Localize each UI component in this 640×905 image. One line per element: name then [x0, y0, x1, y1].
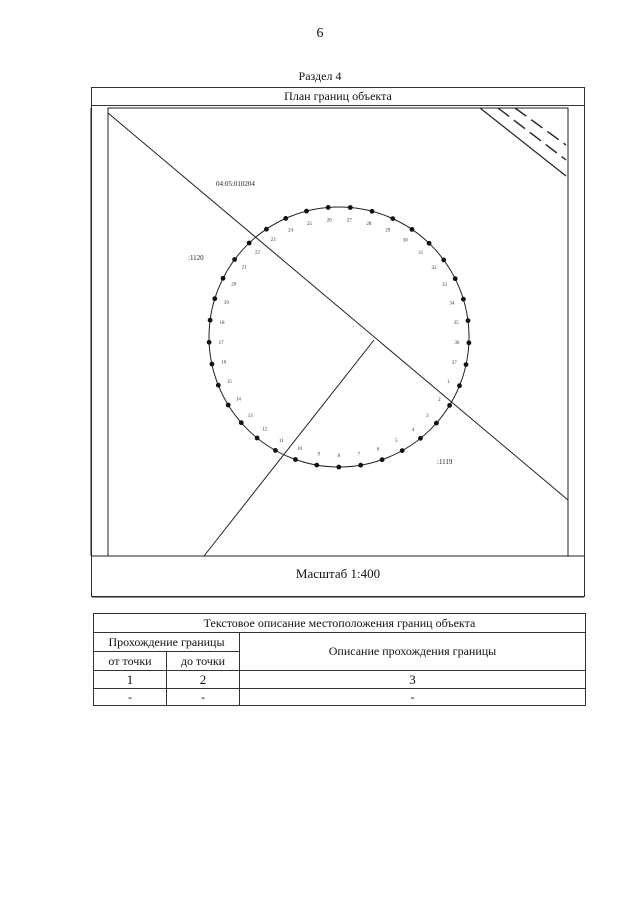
boundary-point-label: 34: [449, 301, 455, 307]
page-number: 6: [316, 26, 324, 41]
boundary-point-marker: [273, 448, 278, 453]
boundary-point-label: 3: [426, 414, 429, 420]
boundary-point-marker: [336, 465, 341, 470]
boundary-point-marker: [447, 403, 452, 408]
boundary-point-label: 27: [346, 218, 352, 224]
table-col-desc-header: Описание прохождения границы: [240, 633, 586, 671]
boundary-point-label: 37: [451, 361, 457, 367]
boundary-point-marker: [239, 420, 244, 425]
boundary-point-label: 30: [402, 238, 408, 244]
boundary-point-marker: [216, 383, 221, 388]
boundary-point-marker: [232, 257, 237, 262]
boundary-point-marker: [207, 340, 212, 345]
boundary-point-label: 22: [255, 250, 260, 256]
section-title: Раздел 4: [298, 69, 342, 83]
boundary-point-label: 33: [442, 283, 447, 289]
boundary-point-marker: [400, 448, 405, 453]
boundary-point-label: 29: [385, 228, 391, 234]
boundary-point-label: 16: [221, 360, 227, 366]
object-boundary-circle: [209, 207, 469, 467]
plan-title: План границ объекта: [284, 89, 392, 103]
boundary-point-marker: [461, 297, 466, 302]
boundary-point-label: 25: [307, 221, 312, 227]
boundary-point-label: 20: [231, 282, 237, 288]
boundary-line-branch: [204, 340, 374, 556]
boundary-point-marker: [380, 457, 385, 462]
boundary-point-marker: [410, 227, 415, 232]
boundary-point-label: 8: [337, 454, 341, 459]
boundary-point-label: 7: [357, 452, 360, 458]
boundary-point-label: 5: [395, 439, 398, 445]
boundary-point-marker: [283, 216, 288, 221]
boundary-point-marker: [314, 463, 319, 468]
table-col-number: 3: [240, 671, 586, 689]
boundary-points: [207, 205, 472, 469]
corner-hatch-line-1: [480, 108, 566, 176]
boundary-point-marker: [427, 241, 432, 246]
boundary-point-marker: [348, 205, 353, 210]
boundary-point-marker: [293, 457, 298, 462]
scale-label: Масштаб 1:400: [295, 566, 381, 581]
boundary-point-marker: [441, 258, 446, 263]
boundary-point-label: 18: [219, 320, 225, 326]
plan-map-area: [108, 108, 568, 556]
boundary-point-label: 6: [376, 447, 380, 453]
table-cell: -: [94, 689, 167, 706]
boundary-point-label: 23: [270, 238, 276, 244]
boundary-point-marker: [434, 421, 439, 426]
boundary-point-label: 12: [262, 427, 268, 433]
boundary-point-label: 28: [366, 221, 372, 227]
boundary-point-label: 21: [241, 265, 247, 271]
boundary-point-marker: [226, 403, 231, 408]
boundary-point-marker: [467, 340, 472, 345]
neighbor-label-1120: :1120: [188, 254, 204, 262]
boundary-point-marker: [418, 436, 423, 441]
boundary-point-marker: [370, 209, 375, 214]
table-col-number: 2: [167, 671, 240, 689]
boundary-point-label: 32: [431, 266, 437, 271]
boundary-point-label: 17: [218, 340, 224, 346]
boundary-point-label: 1: [447, 380, 450, 386]
boundary-point-marker: [326, 205, 331, 210]
table-cell: -: [167, 689, 240, 706]
boundary-point-marker: [264, 227, 269, 232]
boundary-point-marker: [457, 383, 462, 388]
boundary-point-label: 24: [288, 228, 294, 234]
boundary-point-label: 26: [326, 218, 332, 224]
boundary-point-label: 2: [438, 398, 441, 404]
boundary-line-diagonal: [108, 113, 568, 500]
table-col-from-header: от точки: [94, 652, 167, 671]
table-col-number: 1: [94, 671, 167, 689]
table-group-header: Прохождение границы: [94, 633, 240, 652]
boundary-point-marker: [453, 276, 458, 281]
boundary-point-label: 36: [454, 341, 460, 347]
boundary-point-marker: [247, 241, 252, 246]
table-col-to-header: до точки: [167, 652, 240, 671]
boundary-point-marker: [466, 318, 471, 323]
boundary-point-label: 19: [223, 301, 229, 307]
neighbor-label-1119: :1119: [437, 458, 453, 466]
boundary-point-marker: [208, 318, 213, 323]
boundary-point-marker: [390, 216, 395, 221]
table-cell: -: [240, 689, 586, 706]
boundary-point-marker: [358, 463, 363, 468]
boundary-point-label: 13: [247, 413, 253, 419]
boundary-point-marker: [304, 209, 309, 214]
boundary-point-label: 4: [411, 427, 415, 433]
boundary-point-label: 10: [297, 447, 302, 453]
boundary-point-label: 15: [226, 379, 232, 385]
boundary-point-marker: [212, 296, 217, 301]
boundary-point-marker: [464, 362, 469, 367]
boundary-point-label: 14: [235, 397, 241, 403]
boundary-point-marker: [221, 276, 226, 281]
corner-hatch-line-2: [498, 108, 566, 160]
boundary-point-label: 31: [418, 251, 424, 256]
boundary-point-marker: [255, 436, 260, 441]
boundary-point-label: 11: [278, 438, 284, 444]
boundary-point-label: 9: [317, 452, 321, 458]
boundary-point-marker: [210, 362, 215, 367]
boundary-point-label: 35: [453, 321, 459, 327]
table-title: Текстовое описание местоположения границ объекта: [94, 614, 586, 633]
boundary-description-table: [93, 613, 586, 706]
parcel-label: 04:05:010204: [216, 180, 255, 188]
